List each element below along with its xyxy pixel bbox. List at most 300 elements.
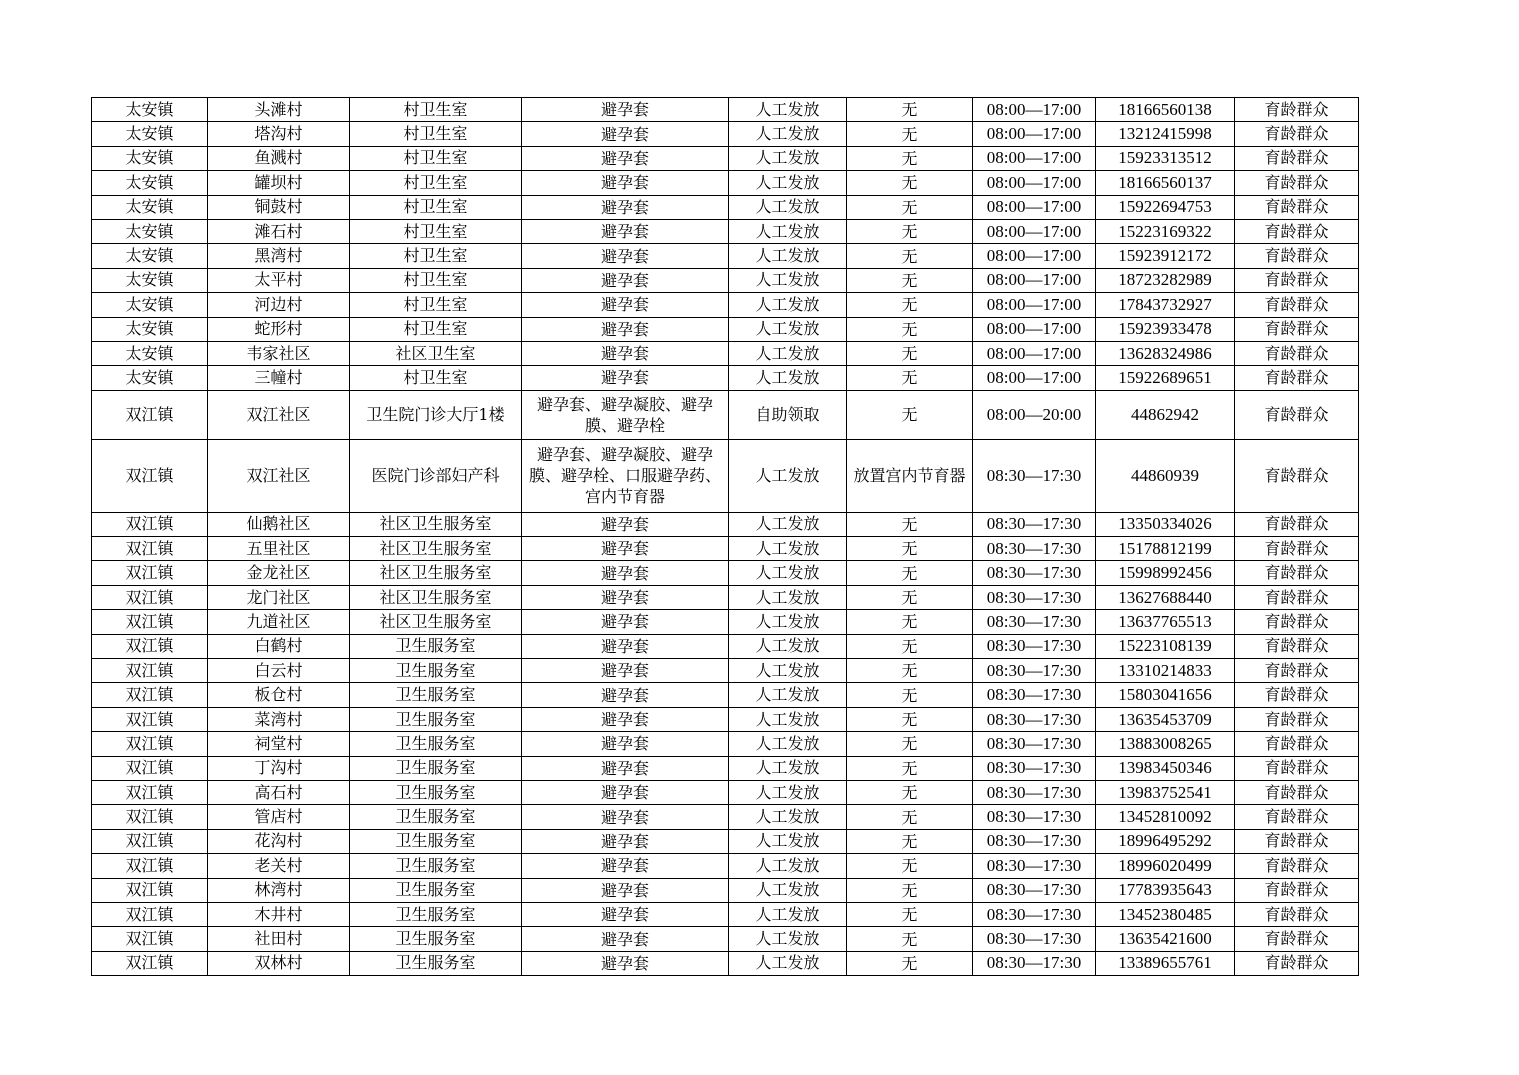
table-row bbox=[92, 902, 1359, 926]
village-cell: 祠堂村 bbox=[208, 732, 350, 756]
service-cell: 无 bbox=[847, 195, 973, 219]
hours-cell: 08:00—17:00 bbox=[973, 317, 1096, 341]
method-cell: 人工发放 bbox=[729, 659, 847, 683]
village-cell: 社田村 bbox=[208, 927, 350, 951]
service-cell: 无 bbox=[847, 854, 973, 878]
village-cell: 老关村 bbox=[208, 854, 350, 878]
service-cell: 无 bbox=[847, 512, 973, 536]
location-cell: 社区卫生服务室 bbox=[350, 537, 522, 561]
method-cell: 人工发放 bbox=[729, 98, 847, 122]
town-cell: 双江镇 bbox=[92, 634, 208, 658]
hours-cell: 08:30—17:30 bbox=[973, 537, 1096, 561]
town-cell: 双江镇 bbox=[92, 805, 208, 829]
item-cell: 避孕套 bbox=[522, 317, 729, 341]
phone-cell: 44860939 bbox=[1096, 439, 1235, 512]
location-cell: 卫生服务室 bbox=[350, 854, 522, 878]
item-cell: 避孕套 bbox=[522, 512, 729, 536]
item-cell: 避孕套 bbox=[522, 878, 729, 902]
phone-cell: 13883008265 bbox=[1096, 732, 1235, 756]
town-cell: 双江镇 bbox=[92, 780, 208, 804]
service-cell: 无 bbox=[847, 537, 973, 561]
village-cell: 白云村 bbox=[208, 659, 350, 683]
target-cell: 育龄群众 bbox=[1235, 951, 1359, 975]
phone-cell: 15922689651 bbox=[1096, 366, 1235, 390]
service-cell: 无 bbox=[847, 732, 973, 756]
target-cell: 育龄群众 bbox=[1235, 293, 1359, 317]
table-row bbox=[92, 732, 1359, 756]
town-cell: 双江镇 bbox=[92, 683, 208, 707]
table-row bbox=[92, 829, 1359, 853]
item-cell: 避孕套 bbox=[522, 293, 729, 317]
village-cell: 双林村 bbox=[208, 951, 350, 975]
item-cell: 避孕套 bbox=[522, 244, 729, 268]
phone-cell: 18166560138 bbox=[1096, 98, 1235, 122]
table-row bbox=[92, 122, 1359, 146]
method-cell: 人工发放 bbox=[729, 683, 847, 707]
item-cell: 避孕套 bbox=[522, 561, 729, 585]
location-cell: 村卫生室 bbox=[350, 366, 522, 390]
target-cell: 育龄群众 bbox=[1235, 512, 1359, 536]
location-cell: 社区卫生服务室 bbox=[350, 610, 522, 634]
phone-cell: 15223169322 bbox=[1096, 219, 1235, 243]
item-cell: 避孕套 bbox=[522, 268, 729, 292]
hours-cell: 08:30—17:30 bbox=[973, 854, 1096, 878]
hours-cell: 08:30—17:30 bbox=[973, 780, 1096, 804]
location-cell: 卫生院门诊大厅1楼 bbox=[350, 390, 522, 439]
phone-cell: 18166560137 bbox=[1096, 171, 1235, 195]
service-cell: 无 bbox=[847, 707, 973, 731]
phone-cell: 17783935643 bbox=[1096, 878, 1235, 902]
town-cell: 双江镇 bbox=[92, 829, 208, 853]
phone-cell: 17843732927 bbox=[1096, 293, 1235, 317]
village-cell: 五里社区 bbox=[208, 537, 350, 561]
table-row bbox=[92, 878, 1359, 902]
town-cell: 太安镇 bbox=[92, 317, 208, 341]
phone-cell: 18996495292 bbox=[1096, 829, 1235, 853]
table-row bbox=[92, 683, 1359, 707]
town-cell: 双江镇 bbox=[92, 756, 208, 780]
table-row bbox=[92, 756, 1359, 780]
service-cell: 无 bbox=[847, 317, 973, 341]
method-cell: 人工发放 bbox=[729, 146, 847, 170]
table-row bbox=[92, 390, 1359, 439]
item-cell: 避孕套 bbox=[522, 951, 729, 975]
item-cell: 避孕套 bbox=[522, 854, 729, 878]
service-cell: 无 bbox=[847, 659, 973, 683]
target-cell: 育龄群众 bbox=[1235, 219, 1359, 243]
hours-cell: 08:30—17:30 bbox=[973, 805, 1096, 829]
table-row bbox=[92, 805, 1359, 829]
method-cell: 人工发放 bbox=[729, 951, 847, 975]
village-cell: 白鹤村 bbox=[208, 634, 350, 658]
town-cell: 双江镇 bbox=[92, 390, 208, 439]
hours-cell: 08:30—17:30 bbox=[973, 683, 1096, 707]
village-cell: 塔沟村 bbox=[208, 122, 350, 146]
location-cell: 卫生服务室 bbox=[350, 756, 522, 780]
village-cell: 韦家社区 bbox=[208, 341, 350, 365]
target-cell: 育龄群众 bbox=[1235, 902, 1359, 926]
service-cell: 无 bbox=[847, 829, 973, 853]
village-cell: 三幢村 bbox=[208, 366, 350, 390]
phone-cell: 15803041656 bbox=[1096, 683, 1235, 707]
location-cell: 卫生服务室 bbox=[350, 829, 522, 853]
item-cell: 避孕套 bbox=[522, 634, 729, 658]
hours-cell: 08:30—17:30 bbox=[973, 927, 1096, 951]
method-cell: 人工发放 bbox=[729, 829, 847, 853]
table-row bbox=[92, 293, 1359, 317]
service-cell: 无 bbox=[847, 610, 973, 634]
location-cell: 卫生服务室 bbox=[350, 634, 522, 658]
method-cell: 人工发放 bbox=[729, 244, 847, 268]
method-cell: 人工发放 bbox=[729, 707, 847, 731]
hours-cell: 08:00—17:00 bbox=[973, 219, 1096, 243]
item-cell: 避孕套 bbox=[522, 585, 729, 609]
location-cell: 卫生服务室 bbox=[350, 927, 522, 951]
service-cell: 无 bbox=[847, 878, 973, 902]
phone-cell: 15923933478 bbox=[1096, 317, 1235, 341]
method-cell: 人工发放 bbox=[729, 561, 847, 585]
hours-cell: 08:00—17:00 bbox=[973, 171, 1096, 195]
service-cell: 无 bbox=[847, 219, 973, 243]
service-cell: 无 bbox=[847, 293, 973, 317]
town-cell: 太安镇 bbox=[92, 366, 208, 390]
method-cell: 人工发放 bbox=[729, 268, 847, 292]
phone-cell: 13452380485 bbox=[1096, 902, 1235, 926]
table-row bbox=[92, 268, 1359, 292]
target-cell: 育龄群众 bbox=[1235, 683, 1359, 707]
table-row bbox=[92, 244, 1359, 268]
village-cell: 金龙社区 bbox=[208, 561, 350, 585]
item-cell: 避孕套 bbox=[522, 122, 729, 146]
target-cell: 育龄群众 bbox=[1235, 707, 1359, 731]
service-cell: 无 bbox=[847, 951, 973, 975]
item-cell: 避孕套 bbox=[522, 902, 729, 926]
hours-cell: 08:00—17:00 bbox=[973, 122, 1096, 146]
service-cell: 无 bbox=[847, 902, 973, 926]
target-cell: 育龄群众 bbox=[1235, 122, 1359, 146]
village-cell: 林湾村 bbox=[208, 878, 350, 902]
table-row bbox=[92, 634, 1359, 658]
item-cell: 避孕套 bbox=[522, 610, 729, 634]
town-cell: 双江镇 bbox=[92, 659, 208, 683]
method-cell: 人工发放 bbox=[729, 805, 847, 829]
hours-cell: 08:00—17:00 bbox=[973, 293, 1096, 317]
location-cell: 村卫生室 bbox=[350, 317, 522, 341]
service-cell: 无 bbox=[847, 780, 973, 804]
method-cell: 人工发放 bbox=[729, 122, 847, 146]
method-cell: 人工发放 bbox=[729, 195, 847, 219]
village-cell: 蛇形村 bbox=[208, 317, 350, 341]
village-cell: 黑湾村 bbox=[208, 244, 350, 268]
town-cell: 双江镇 bbox=[92, 512, 208, 536]
phone-cell: 13212415998 bbox=[1096, 122, 1235, 146]
service-cell: 无 bbox=[847, 683, 973, 707]
service-cell: 无 bbox=[847, 805, 973, 829]
village-cell: 木井村 bbox=[208, 902, 350, 926]
target-cell: 育龄群众 bbox=[1235, 610, 1359, 634]
town-cell: 双江镇 bbox=[92, 878, 208, 902]
hours-cell: 08:30—17:30 bbox=[973, 829, 1096, 853]
town-cell: 太安镇 bbox=[92, 171, 208, 195]
table-row bbox=[92, 317, 1359, 341]
location-cell: 村卫生室 bbox=[350, 268, 522, 292]
phone-cell: 18723282989 bbox=[1096, 268, 1235, 292]
item-cell: 避孕套 bbox=[522, 805, 729, 829]
phone-cell: 15923912172 bbox=[1096, 244, 1235, 268]
target-cell: 育龄群众 bbox=[1235, 659, 1359, 683]
town-cell: 太安镇 bbox=[92, 219, 208, 243]
item-cell: 避孕套 bbox=[522, 537, 729, 561]
location-cell: 卫生服务室 bbox=[350, 902, 522, 926]
village-cell: 河边村 bbox=[208, 293, 350, 317]
target-cell: 育龄群众 bbox=[1235, 927, 1359, 951]
phone-cell: 13389655761 bbox=[1096, 951, 1235, 975]
phone-cell: 13983752541 bbox=[1096, 780, 1235, 804]
item-cell: 避孕套 bbox=[522, 659, 729, 683]
table-row bbox=[92, 610, 1359, 634]
method-cell: 人工发放 bbox=[729, 341, 847, 365]
method-cell: 人工发放 bbox=[729, 317, 847, 341]
service-cell: 无 bbox=[847, 561, 973, 585]
town-cell: 双江镇 bbox=[92, 854, 208, 878]
town-cell: 双江镇 bbox=[92, 610, 208, 634]
phone-cell: 15922694753 bbox=[1096, 195, 1235, 219]
phone-cell: 13310214833 bbox=[1096, 659, 1235, 683]
target-cell: 育龄群众 bbox=[1235, 268, 1359, 292]
phone-cell: 13350334026 bbox=[1096, 512, 1235, 536]
town-cell: 双江镇 bbox=[92, 561, 208, 585]
hours-cell: 08:30—17:30 bbox=[973, 610, 1096, 634]
location-cell: 卫生服务室 bbox=[350, 805, 522, 829]
village-cell: 鱼溅村 bbox=[208, 146, 350, 170]
method-cell: 人工发放 bbox=[729, 902, 847, 926]
table-row bbox=[92, 561, 1359, 585]
town-cell: 双江镇 bbox=[92, 951, 208, 975]
village-cell: 头滩村 bbox=[208, 98, 350, 122]
method-cell: 人工发放 bbox=[729, 171, 847, 195]
service-cell: 无 bbox=[847, 171, 973, 195]
hours-cell: 08:30—17:30 bbox=[973, 512, 1096, 536]
table-body bbox=[92, 98, 1359, 976]
village-cell: 太平村 bbox=[208, 268, 350, 292]
hours-cell: 08:00—17:00 bbox=[973, 341, 1096, 365]
service-cell: 无 bbox=[847, 122, 973, 146]
target-cell: 育龄群众 bbox=[1235, 146, 1359, 170]
hours-cell: 08:30—17:30 bbox=[973, 634, 1096, 658]
service-cell: 无 bbox=[847, 390, 973, 439]
town-cell: 双江镇 bbox=[92, 927, 208, 951]
item-cell: 避孕套 bbox=[522, 732, 729, 756]
target-cell: 育龄群众 bbox=[1235, 390, 1359, 439]
phone-cell: 13983450346 bbox=[1096, 756, 1235, 780]
item-cell: 避孕套、避孕凝胶、避孕膜、避孕栓 bbox=[522, 390, 729, 439]
service-cell: 无 bbox=[847, 927, 973, 951]
town-cell: 太安镇 bbox=[92, 146, 208, 170]
phone-cell: 13452810092 bbox=[1096, 805, 1235, 829]
village-cell: 管店村 bbox=[208, 805, 350, 829]
hours-cell: 08:30—17:30 bbox=[973, 585, 1096, 609]
table-row bbox=[92, 341, 1359, 365]
town-cell: 太安镇 bbox=[92, 341, 208, 365]
target-cell: 育龄群众 bbox=[1235, 805, 1359, 829]
service-cell: 无 bbox=[847, 366, 973, 390]
target-cell: 育龄群众 bbox=[1235, 537, 1359, 561]
table-row bbox=[92, 537, 1359, 561]
village-cell: 花沟村 bbox=[208, 829, 350, 853]
service-cell: 无 bbox=[847, 146, 973, 170]
method-cell: 人工发放 bbox=[729, 732, 847, 756]
method-cell: 人工发放 bbox=[729, 439, 847, 512]
target-cell: 育龄群众 bbox=[1235, 854, 1359, 878]
table-row bbox=[92, 854, 1359, 878]
method-cell: 人工发放 bbox=[729, 756, 847, 780]
hours-cell: 08:30—17:30 bbox=[973, 902, 1096, 926]
location-cell: 卫生服务室 bbox=[350, 951, 522, 975]
table-row bbox=[92, 171, 1359, 195]
phone-cell: 13635453709 bbox=[1096, 707, 1235, 731]
hours-cell: 08:30—17:30 bbox=[973, 951, 1096, 975]
service-cell: 无 bbox=[847, 634, 973, 658]
service-cell: 无 bbox=[847, 98, 973, 122]
location-cell: 村卫生室 bbox=[350, 219, 522, 243]
hours-cell: 08:00—17:00 bbox=[973, 268, 1096, 292]
method-cell: 人工发放 bbox=[729, 219, 847, 243]
target-cell: 育龄群众 bbox=[1235, 634, 1359, 658]
target-cell: 育龄群众 bbox=[1235, 780, 1359, 804]
table-row bbox=[92, 98, 1359, 122]
village-cell: 滩石村 bbox=[208, 219, 350, 243]
hours-cell: 08:30—17:30 bbox=[973, 707, 1096, 731]
item-cell: 避孕套、避孕凝胶、避孕膜、避孕栓、口服避孕药、宫内节育器 bbox=[522, 439, 729, 512]
town-cell: 双江镇 bbox=[92, 707, 208, 731]
service-cell: 无 bbox=[847, 585, 973, 609]
phone-cell: 15923313512 bbox=[1096, 146, 1235, 170]
item-cell: 避孕套 bbox=[522, 780, 729, 804]
village-cell: 铜鼓村 bbox=[208, 195, 350, 219]
table-row bbox=[92, 439, 1359, 512]
hours-cell: 08:30—17:30 bbox=[973, 756, 1096, 780]
hours-cell: 08:30—17:30 bbox=[973, 561, 1096, 585]
town-cell: 双江镇 bbox=[92, 537, 208, 561]
method-cell: 人工发放 bbox=[729, 878, 847, 902]
phone-cell: 44862942 bbox=[1096, 390, 1235, 439]
village-cell: 板仓村 bbox=[208, 683, 350, 707]
item-cell: 避孕套 bbox=[522, 195, 729, 219]
town-cell: 太安镇 bbox=[92, 244, 208, 268]
method-cell: 人工发放 bbox=[729, 927, 847, 951]
item-cell: 避孕套 bbox=[522, 683, 729, 707]
item-cell: 避孕套 bbox=[522, 756, 729, 780]
target-cell: 育龄群众 bbox=[1235, 732, 1359, 756]
location-cell: 村卫生室 bbox=[350, 293, 522, 317]
service-cell: 无 bbox=[847, 244, 973, 268]
method-cell: 人工发放 bbox=[729, 537, 847, 561]
town-cell: 太安镇 bbox=[92, 195, 208, 219]
phone-cell: 13627688440 bbox=[1096, 585, 1235, 609]
service-cell: 无 bbox=[847, 341, 973, 365]
item-cell: 避孕套 bbox=[522, 366, 729, 390]
location-cell: 社区卫生服务室 bbox=[350, 512, 522, 536]
item-cell: 避孕套 bbox=[522, 341, 729, 365]
hours-cell: 08:00—17:00 bbox=[973, 146, 1096, 170]
method-cell: 人工发放 bbox=[729, 854, 847, 878]
hours-cell: 08:00—17:00 bbox=[973, 366, 1096, 390]
service-cell: 放置宫内节育器 bbox=[847, 439, 973, 512]
phone-cell: 15223108139 bbox=[1096, 634, 1235, 658]
location-cell: 村卫生室 bbox=[350, 195, 522, 219]
table-row bbox=[92, 219, 1359, 243]
town-cell: 双江镇 bbox=[92, 902, 208, 926]
hours-cell: 08:30—17:30 bbox=[973, 659, 1096, 683]
hours-cell: 08:30—17:30 bbox=[973, 732, 1096, 756]
phone-cell: 13637765513 bbox=[1096, 610, 1235, 634]
item-cell: 避孕套 bbox=[522, 829, 729, 853]
hours-cell: 08:30—17:30 bbox=[973, 439, 1096, 512]
location-cell: 社区卫生室 bbox=[350, 341, 522, 365]
phone-cell: 15998992456 bbox=[1096, 561, 1235, 585]
target-cell: 育龄群众 bbox=[1235, 244, 1359, 268]
village-cell: 菜湾村 bbox=[208, 707, 350, 731]
village-cell: 双江社区 bbox=[208, 439, 350, 512]
table-row bbox=[92, 366, 1359, 390]
town-cell: 太安镇 bbox=[92, 122, 208, 146]
table-row bbox=[92, 707, 1359, 731]
distribution-table bbox=[91, 97, 1359, 976]
town-cell: 双江镇 bbox=[92, 732, 208, 756]
target-cell: 育龄群众 bbox=[1235, 829, 1359, 853]
service-cell: 无 bbox=[847, 268, 973, 292]
target-cell: 育龄群众 bbox=[1235, 561, 1359, 585]
item-cell: 避孕套 bbox=[522, 98, 729, 122]
hours-cell: 08:00—17:00 bbox=[973, 195, 1096, 219]
method-cell: 人工发放 bbox=[729, 634, 847, 658]
target-cell: 育龄群众 bbox=[1235, 878, 1359, 902]
target-cell: 育龄群众 bbox=[1235, 317, 1359, 341]
item-cell: 避孕套 bbox=[522, 707, 729, 731]
item-cell: 避孕套 bbox=[522, 219, 729, 243]
location-cell: 村卫生室 bbox=[350, 146, 522, 170]
target-cell: 育龄群众 bbox=[1235, 439, 1359, 512]
target-cell: 育龄群众 bbox=[1235, 756, 1359, 780]
phone-cell: 13628324986 bbox=[1096, 341, 1235, 365]
method-cell: 人工发放 bbox=[729, 585, 847, 609]
table-row bbox=[92, 659, 1359, 683]
village-cell: 丁沟村 bbox=[208, 756, 350, 780]
location-cell: 村卫生室 bbox=[350, 244, 522, 268]
target-cell: 育龄群众 bbox=[1235, 341, 1359, 365]
table-row bbox=[92, 585, 1359, 609]
method-cell: 自助领取 bbox=[729, 390, 847, 439]
village-cell: 仙鹅社区 bbox=[208, 512, 350, 536]
hours-cell: 08:00—20:00 bbox=[973, 390, 1096, 439]
table-row bbox=[92, 146, 1359, 170]
table-row bbox=[92, 951, 1359, 975]
table-row bbox=[92, 927, 1359, 951]
location-cell: 卫生服务室 bbox=[350, 659, 522, 683]
location-cell: 卫生服务室 bbox=[350, 707, 522, 731]
location-cell: 村卫生室 bbox=[350, 98, 522, 122]
location-cell: 卫生服务室 bbox=[350, 732, 522, 756]
item-cell: 避孕套 bbox=[522, 927, 729, 951]
hours-cell: 08:30—17:30 bbox=[973, 878, 1096, 902]
hours-cell: 08:00—17:00 bbox=[973, 244, 1096, 268]
service-cell: 无 bbox=[847, 756, 973, 780]
village-cell: 罐坝村 bbox=[208, 171, 350, 195]
item-cell: 避孕套 bbox=[522, 171, 729, 195]
town-cell: 太安镇 bbox=[92, 268, 208, 292]
town-cell: 太安镇 bbox=[92, 98, 208, 122]
location-cell: 社区卫生服务室 bbox=[350, 585, 522, 609]
